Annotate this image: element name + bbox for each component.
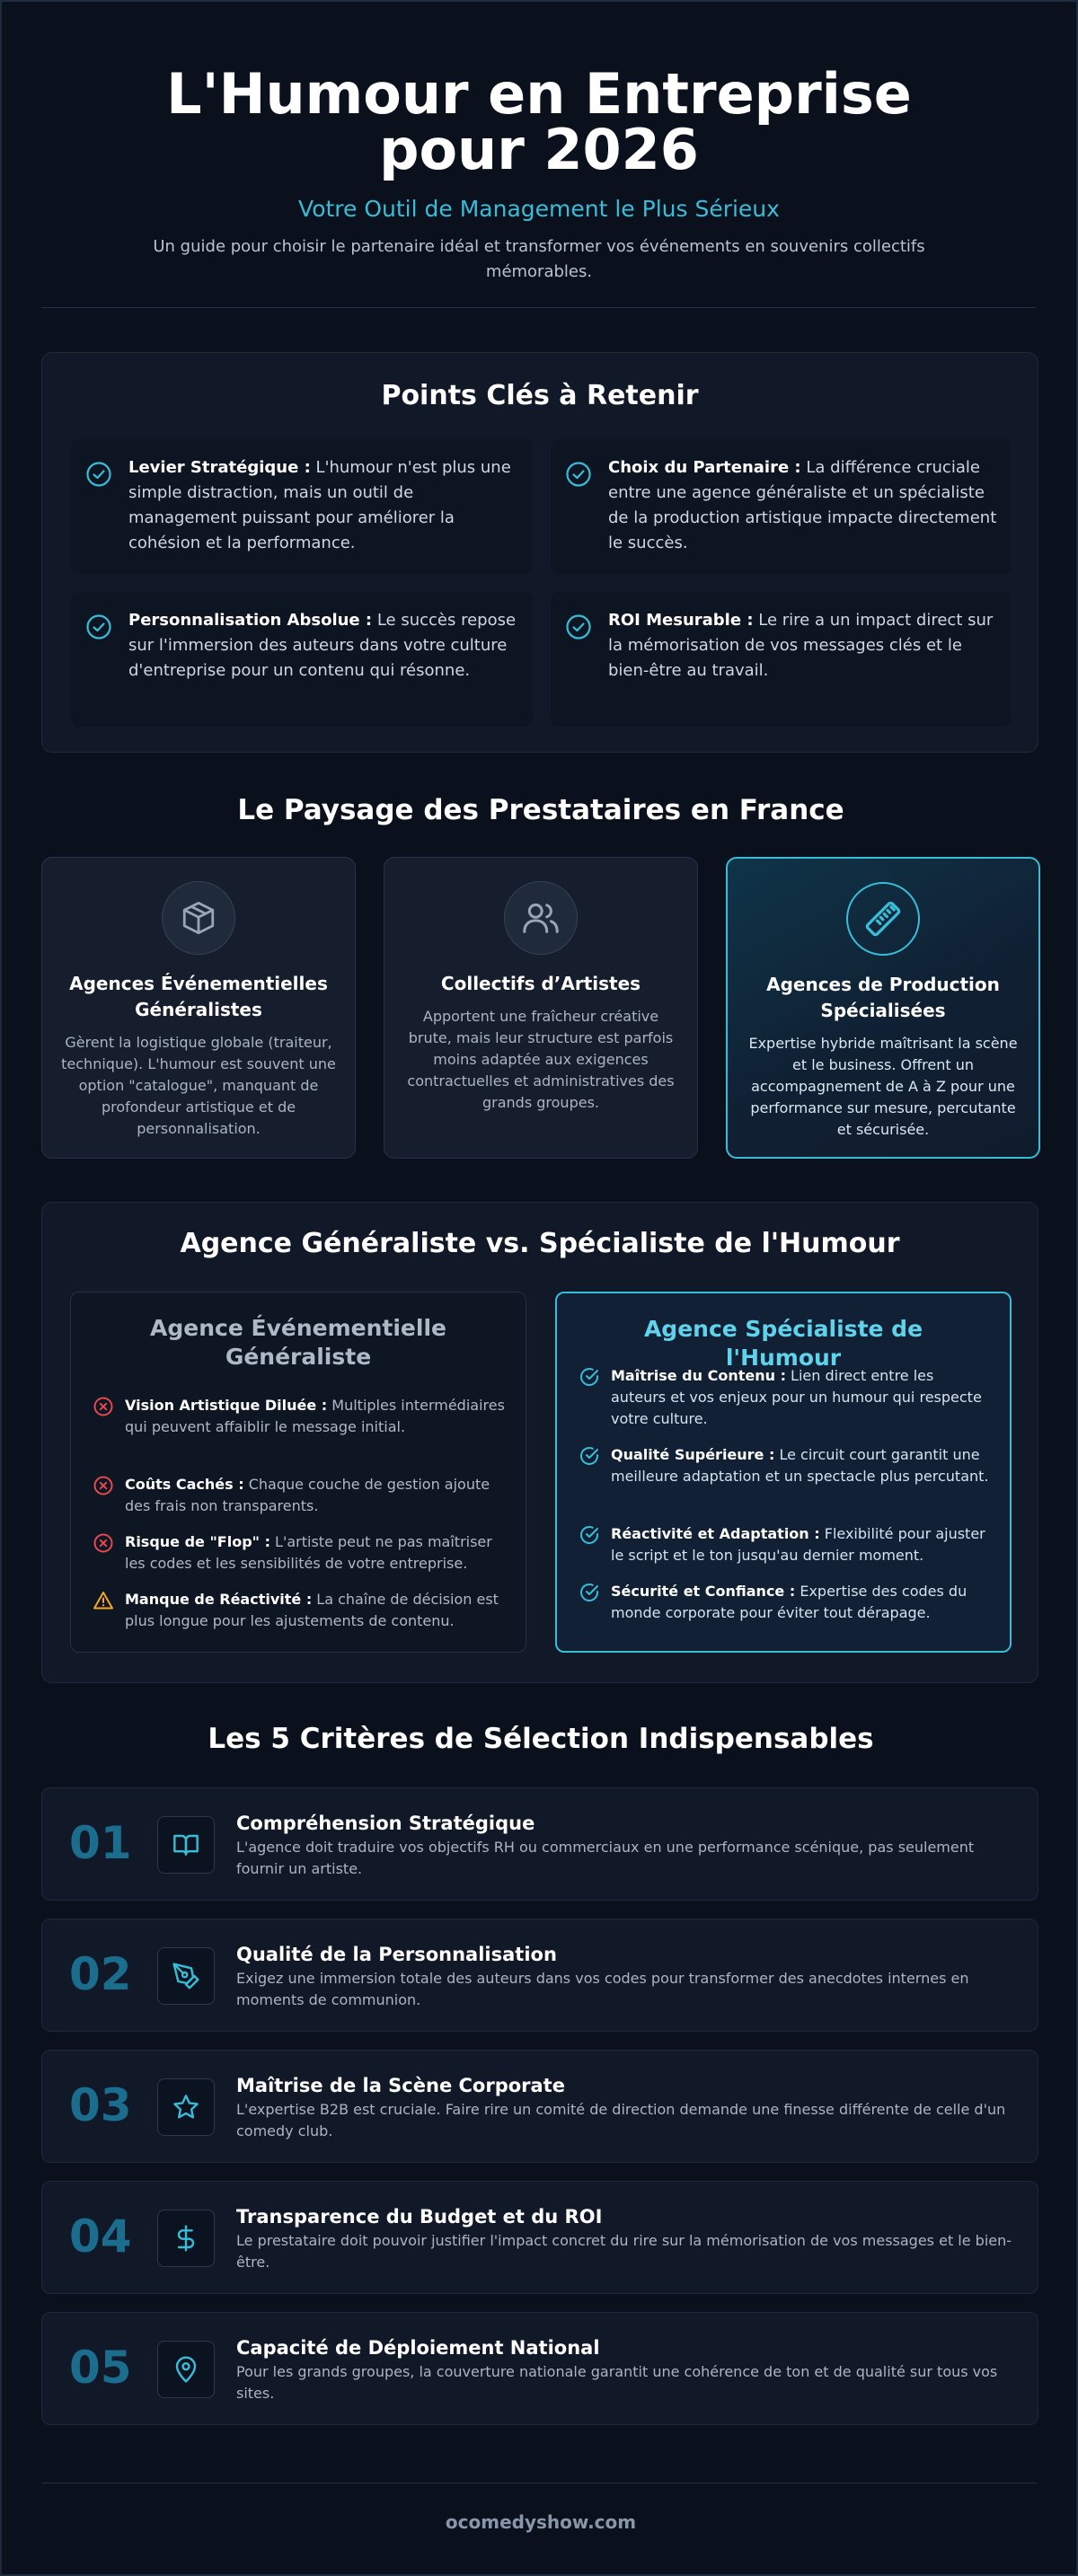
x-circle-icon — [93, 1396, 114, 1417]
divider — [41, 307, 1037, 308]
item-body: La chaîne de décision est plus longue pour les ajustements de contenu. — [125, 1591, 499, 1629]
key-point-card — [71, 592, 533, 727]
key-point-label: Levier Stratégique : — [128, 458, 311, 477]
specialist-item — [579, 1365, 992, 1430]
item-label: Réactivité et Adaptation : — [611, 1525, 820, 1542]
page-subtitle: Votre Outil de Management le Plus Sérieux — [298, 196, 780, 222]
generalist-item-text — [125, 1589, 508, 1632]
provider-card-collectives — [384, 857, 698, 1159]
criterion-number: 02 — [69, 1948, 132, 2000]
criterion-desc: L'expertise B2B est cruciale. Faire rire un comité de direction demande une finesse différente de celle d'un comedy club. — [236, 2101, 1006, 2139]
check-circle-icon — [579, 1445, 600, 1467]
key-point-body: L'humour n'est plus une simple distraction, mais un outil de management puissant pour améliorer la cohésion et la performance. — [128, 458, 511, 552]
generalist-item — [93, 1531, 508, 1575]
criterion-desc: Exigez une immersion totale des auteurs dans vos codes pour transformer des anecdotes internes en moments de communion. — [236, 1970, 969, 2008]
specialist-column — [555, 1292, 1012, 1653]
check-circle-icon — [85, 461, 112, 488]
item-label: Manque de Réactivité : — [125, 1591, 313, 1608]
key-point-text — [608, 455, 998, 556]
item-label: Risque de "Flop" : — [125, 1533, 270, 1550]
check-circle-icon — [579, 1366, 600, 1388]
users-icon — [504, 881, 578, 955]
criterion-desc: Pour les grands groupes, la couverture nationale garantit une cohérence de ton et de qualité sur tous vos sites. — [236, 2363, 998, 2402]
page-title: L'Humour en Entreprise pour 2026 — [166, 61, 912, 182]
check-circle-icon — [565, 461, 592, 488]
item-body: Chaque couche de gestion ajoute des frais non transparents. — [125, 1476, 490, 1514]
key-point-label: ROI Mesurable : — [608, 611, 754, 630]
provider-title: Agences de Production Spécialisées — [766, 974, 1000, 1021]
page-intro: Un guide pour choisir le partenaire idéal et transformer vos événements en souvenirs collectifs mémorables. — [153, 237, 925, 281]
key-point-card — [551, 439, 1011, 574]
key-point-text — [608, 608, 998, 684]
check-circle-icon — [579, 1582, 600, 1603]
map-pin-icon — [157, 2341, 215, 2398]
key-point-card — [551, 592, 1011, 727]
generalist-item-text — [125, 1531, 508, 1575]
item-label: Qualité Supérieure : — [611, 1446, 775, 1463]
criterion-title: Compréhension Stratégique — [236, 1813, 535, 1834]
item-body: Lien direct entre les auteurs et vos enjeux pour un humour qui respecte votre culture. — [611, 1367, 982, 1427]
key-points-panel — [41, 352, 1038, 753]
warning-icon — [93, 1590, 114, 1611]
generalist-item-text — [125, 1395, 508, 1438]
key-point-body: Le rire a un impact direct sur la mémorisation de vos messages clés et le bien-être au travail. — [608, 611, 994, 680]
star-icon — [157, 2078, 215, 2136]
item-label: Maîtrise du Contenu : — [611, 1367, 786, 1384]
criterion-card — [41, 1919, 1038, 2032]
specialist-item-text — [611, 1581, 992, 1624]
specialist-item-text — [611, 1444, 992, 1487]
check-circle-icon — [85, 613, 112, 640]
item-body: Expertise des codes du monde corporate pour éviter tout dérapage. — [611, 1583, 968, 1621]
criterion-card — [41, 2312, 1038, 2425]
criterion-title: Transparence du Budget et du ROI — [236, 2206, 603, 2228]
provider-desc: Expertise hybride maîtrisant la scène et le business. Offrent un accompagnement de A à Z pour une performance sur mesure, percutante et sécurisée. — [748, 1035, 1018, 1138]
generalist-item — [93, 1589, 508, 1632]
key-point-label: Personnalisation Absolue : — [128, 611, 373, 630]
comparison-title: Agence Généraliste vs. Spécialiste de l'Humour — [180, 1228, 900, 1259]
generalist-title: Agence Événementielle Généraliste — [150, 1315, 446, 1370]
ruler-icon — [846, 882, 920, 956]
item-label: Sécurité et Confiance : — [611, 1583, 796, 1600]
book-icon — [157, 1816, 215, 1874]
x-circle-icon — [93, 1532, 114, 1554]
item-body: Multiples intermédiaires qui peuvent affaiblir le message initial. — [125, 1397, 505, 1435]
item-label: Vision Artistique Diluée : — [125, 1397, 328, 1414]
item-body: Flexibilité pour ajuster le script et le ton jusqu'au dernier moment. — [611, 1525, 985, 1564]
key-point-card — [71, 439, 533, 574]
specialist-item-text — [611, 1365, 992, 1430]
criterion-card — [41, 2050, 1038, 2163]
criterion-title: Maîtrise de la Scène Corporate — [236, 2075, 565, 2096]
dollar-icon — [157, 2210, 215, 2267]
item-body: Le circuit court garantit une meilleure adaptation et un spectacle plus percutant. — [611, 1446, 989, 1485]
provider-desc: Gèrent la logistique globale (traiteur, technique). L'humour est souvent une option "catalogue", manquant de profondeur artistique et de personnalisation. — [61, 1034, 336, 1137]
landscape-title: Le Paysage des Prestataires en France — [237, 794, 844, 826]
provider-card-specialized — [726, 857, 1040, 1159]
key-point-text — [128, 608, 520, 684]
key-points-title: Points Clés à Retenir — [381, 380, 699, 411]
criterion-number: 04 — [69, 2210, 132, 2263]
pen-tool-icon — [157, 1947, 215, 2005]
criterion-number: 03 — [69, 2079, 132, 2131]
specialist-item-text — [611, 1523, 992, 1566]
item-label: Coûts Cachés : — [125, 1476, 244, 1493]
criterion-title: Capacité de Déploiement National — [236, 2337, 600, 2359]
generalist-item — [93, 1474, 508, 1517]
item-body: L'artiste peut ne pas maîtriser les codes et les sensibilités de votre entreprise. — [125, 1533, 492, 1572]
criterion-number: 01 — [69, 1817, 132, 1869]
box-icon — [162, 881, 235, 955]
criterion-desc: L'agence doit traduire vos objectifs RH ou commerciaux en une performance scénique, pas seulement fournir un artiste. — [236, 1839, 975, 1877]
criterion-card — [41, 2181, 1038, 2294]
criterion-title: Qualité de la Personnalisation — [236, 1944, 557, 1965]
provider-desc: Apportent une fraîcheur créative brute, mais leur structure est parfois moins adaptée aux exigences contractuelles et administratives des grands groupes. — [407, 1008, 675, 1111]
key-point-body: La différence cruciale entre une agence généraliste et un spécialiste de la production artistique impacte directement le succès. — [608, 458, 997, 552]
check-circle-icon — [565, 613, 592, 640]
key-point-text — [128, 455, 520, 556]
provider-title: Agences Événementielles Généralistes — [69, 973, 328, 1020]
footer-link[interactable]: ocomedyshow.com — [445, 2511, 637, 2533]
check-circle-icon — [579, 1524, 600, 1546]
specialist-item — [579, 1523, 992, 1566]
criteria-title: Les 5 Critères de Sélection Indispensables — [208, 1723, 874, 1755]
criterion-number: 05 — [69, 2342, 132, 2394]
provider-card-generalist — [41, 857, 356, 1159]
specialist-title: Agence Spécialiste de l'Humour — [643, 1316, 923, 1371]
key-point-label: Choix du Partenaire : — [608, 458, 801, 477]
criterion-desc: Le prestataire doit pouvoir justifier l'impact concret du rire sur la mémorisation de vos messages et le bien-être. — [236, 2232, 1012, 2271]
x-circle-icon — [93, 1475, 114, 1496]
generalist-item — [93, 1395, 508, 1438]
specialist-item — [579, 1581, 992, 1624]
hero-header — [2, 2, 1076, 285]
key-point-body: Le succès repose sur l'immersion des auteurs dans votre culture d'entreprise pour un contenu qui résonne. — [128, 611, 517, 680]
provider-title: Collectifs d’Artistes — [440, 973, 641, 994]
generalist-item-text — [125, 1474, 508, 1517]
specialist-item — [579, 1444, 992, 1487]
generalist-column — [70, 1292, 526, 1653]
criterion-card — [41, 1787, 1038, 1901]
